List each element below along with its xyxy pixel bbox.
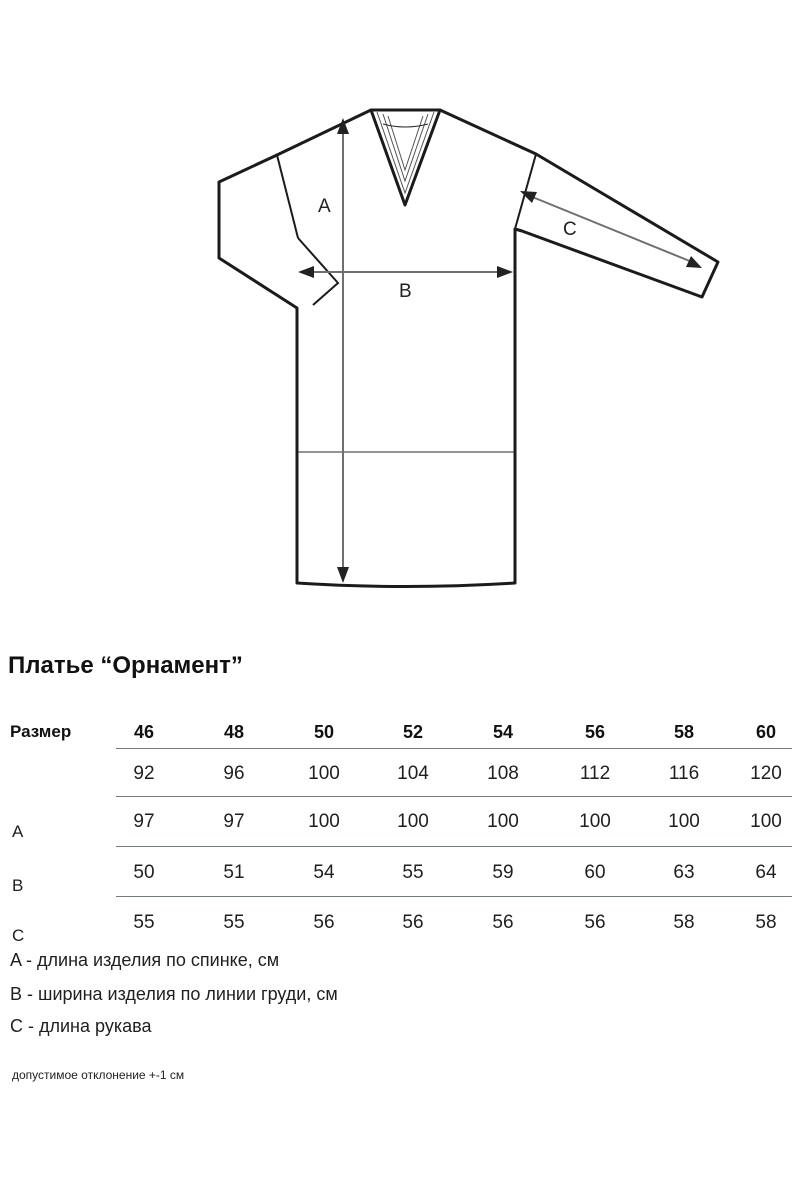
measure-b-arrow-right (497, 266, 513, 278)
measure-b-label: B (399, 281, 412, 302)
chest-cell: 116 (668, 763, 700, 784)
table-cell: 56 (584, 912, 606, 933)
table-rule (116, 796, 792, 797)
chest-cell: 100 (308, 763, 340, 784)
tolerance-note: допустимое отклонение +-1 см (12, 1068, 185, 1082)
table-rule (116, 896, 792, 897)
size-header-cell: 46 (133, 722, 155, 742)
measure-c-arrow-end (686, 256, 702, 268)
size-header-cell: 52 (402, 722, 424, 742)
table-cell: 100 (487, 811, 519, 832)
size-header-label: Размер (10, 722, 72, 741)
table-cell: 100 (668, 811, 700, 832)
table-cell: 56 (492, 912, 514, 933)
table-cell: 55 (223, 912, 245, 933)
legend-b: B - ширина изделия по линии груди, см (10, 984, 338, 1004)
size-header-cell: 58 (673, 722, 695, 742)
table-cell: 97 (133, 811, 155, 832)
back-neckline (383, 124, 428, 127)
table-cell: 55 (133, 912, 155, 933)
size-header-cell: 56 (584, 722, 606, 742)
measure-a-arrow-bottom (337, 567, 349, 583)
chest-cell: 104 (397, 763, 429, 784)
table-cell: 100 (579, 811, 611, 832)
size-header-cell: 48 (223, 722, 245, 742)
size-header-cell: 54 (492, 722, 514, 742)
table-cell: 63 (673, 862, 695, 883)
table-cell: 55 (402, 862, 424, 883)
table-cell: 58 (673, 912, 695, 933)
legend-c: C - длина рукава (10, 1016, 152, 1036)
table-cell: 56 (313, 912, 335, 933)
table-cell: 100 (750, 811, 782, 832)
table-cell: 97 (223, 811, 245, 832)
measure-a-label: A (318, 196, 331, 217)
dress-outline (219, 110, 718, 587)
chest-cell: 120 (750, 763, 782, 784)
measure-b-arrow-left (298, 266, 314, 278)
table-cell: 60 (584, 862, 606, 883)
table-cell: 51 (223, 862, 245, 883)
measure-c-label: C (563, 219, 577, 240)
row-label: A (12, 822, 24, 841)
chest-cell: 92 (133, 763, 155, 784)
chest-cell: 108 (487, 763, 519, 784)
table-cell: 56 (402, 912, 424, 933)
measure-c-line (530, 196, 692, 262)
product-title: Платье “Орнамент” (8, 652, 243, 679)
table-cell: 100 (308, 811, 340, 832)
size-header-cell: 60 (755, 722, 777, 742)
row-label: B (12, 876, 24, 895)
table-cell: 64 (755, 862, 777, 883)
table-cell: 59 (492, 862, 514, 883)
size-table (0, 712, 800, 952)
row-label: C (12, 926, 25, 945)
legend-a: A - длина изделия по спинке, см (10, 950, 280, 970)
table-cell: 54 (313, 862, 335, 883)
table-rule (116, 846, 792, 847)
chest-cell: 112 (579, 763, 611, 784)
table-cell: 100 (397, 811, 429, 832)
left-shoulder-seam (277, 155, 298, 238)
table-cell: 58 (755, 912, 777, 933)
size-header-cell: 50 (313, 722, 335, 742)
table-rule (116, 748, 792, 749)
table-cell: 50 (133, 862, 155, 883)
chest-cell: 96 (223, 763, 245, 784)
